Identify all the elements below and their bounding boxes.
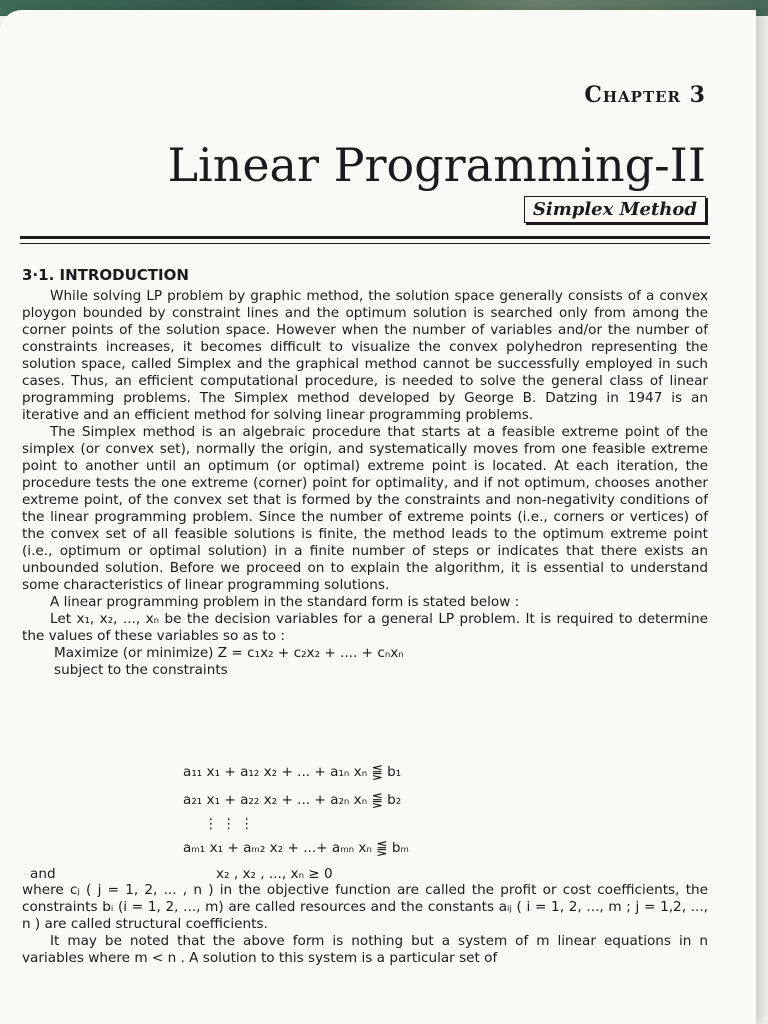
- paragraph: Let x₁, x₂, ..., xₙ be the decision variables for a general LP problem. It is required to determine the values of these variables so as to :: [22, 611, 708, 644]
- nonnegativity: x₂ , x₂ , ..., xₙ ≥ 0: [216, 866, 333, 882]
- paragraph: It may be noted that the above form is nothing but a system of m linear equations in n variables where m < n . A solution to this system is a particular set of: [22, 933, 708, 966]
- paragraph: where cⱼ ( j = 1, 2, ... , n ) in the objective function are called the profit or cost coefficients, the constraints bᵢ (i = 1, 2, ..., m) are called resources and the constants aᵢⱼ ( i = 1, 2, ..., m ; j = 1,2, ..., n ) are called structural coefficients.: [22, 882, 708, 932]
- objective-line: Maximize (or minimize) Z = c₁x₂ + c₂x₂ + .... + cₙxₙ: [54, 645, 404, 661]
- constraint-row: a₁₁ x₁ + a₁₂ x₂ + ... + a₁ₙ xₙ ⪋ b₁: [183, 764, 402, 780]
- title-rule-thick: [20, 236, 710, 239]
- constraint-dots: ⋮ ⋮ ⋮: [204, 816, 254, 832]
- section-heading: 3·1. INTRODUCTION: [22, 266, 189, 284]
- chapter-subtitle: Simplex Method: [524, 196, 706, 223]
- subject-to-line: subject to the constraints: [54, 662, 228, 678]
- paragraph: The Simplex method is an algebraic procedure that starts at a feasible extreme point of the simplex (or convex set), normally the origin, and systematically moves from one feasible extreme point to another until an optimum (or optimal) extreme point is located. At each iteration, the procedure tests the one extreme (corner) point for optimality, and if not optimum, chooses another extreme point, of the convex set that is formed by the constraints and non-negativity conditions of the linear programming problem. Since the number of extreme points (i.e., corners or vertices) of the convex set of all feasible solutions is finite, the method leads to the optimum extreme point (i.e., optimum or optimal solution) in a finite number of steps or indicates that there exists an unbounded solution. Before we proceed on to explain the algorithm, it is essential to understand some characteristics of linear programming solutions.: [22, 424, 708, 593]
- paragraph: While solving LP problem by graphic method, the solution space generally consists of a convex ploygon bounded by constraint lines and the optimum solution is searched only from among the corner points of the solution space. However when the number of variables and/or the number of constraints increases, it becomes difficult to visualize the convex polyhedron representing the solution space, called Simplex and the graphical method cannot be successfully employed in such cases. Thus, an efficient computational procedure, is needed to solve the general class of linear programming problems. The Simplex method developed by George B. Datzing in 1947 is an iterative and an efficient method for solving linear programming problems.: [22, 288, 708, 423]
- constraint-row: aₘ₁ x₁ + aₘ₂ x₂ + ...+ aₘₙ xₙ ⪋ bₘ: [183, 840, 409, 856]
- title-rule-thin: [20, 243, 710, 244]
- and-label: and: [30, 866, 56, 882]
- chapter-title: Linear Programming-II: [167, 138, 706, 192]
- body-text: [22, 288, 708, 679]
- constraint-row: a₂₁ x₁ + a₂₂ x₂ + ... + a₂ₙ xₙ ⪋ b₂: [183, 792, 402, 808]
- paragraph: A linear programming problem in the standard form is stated below :: [50, 594, 520, 610]
- closing-text: [22, 882, 708, 967]
- chapter-label: Chapter 3: [584, 82, 706, 108]
